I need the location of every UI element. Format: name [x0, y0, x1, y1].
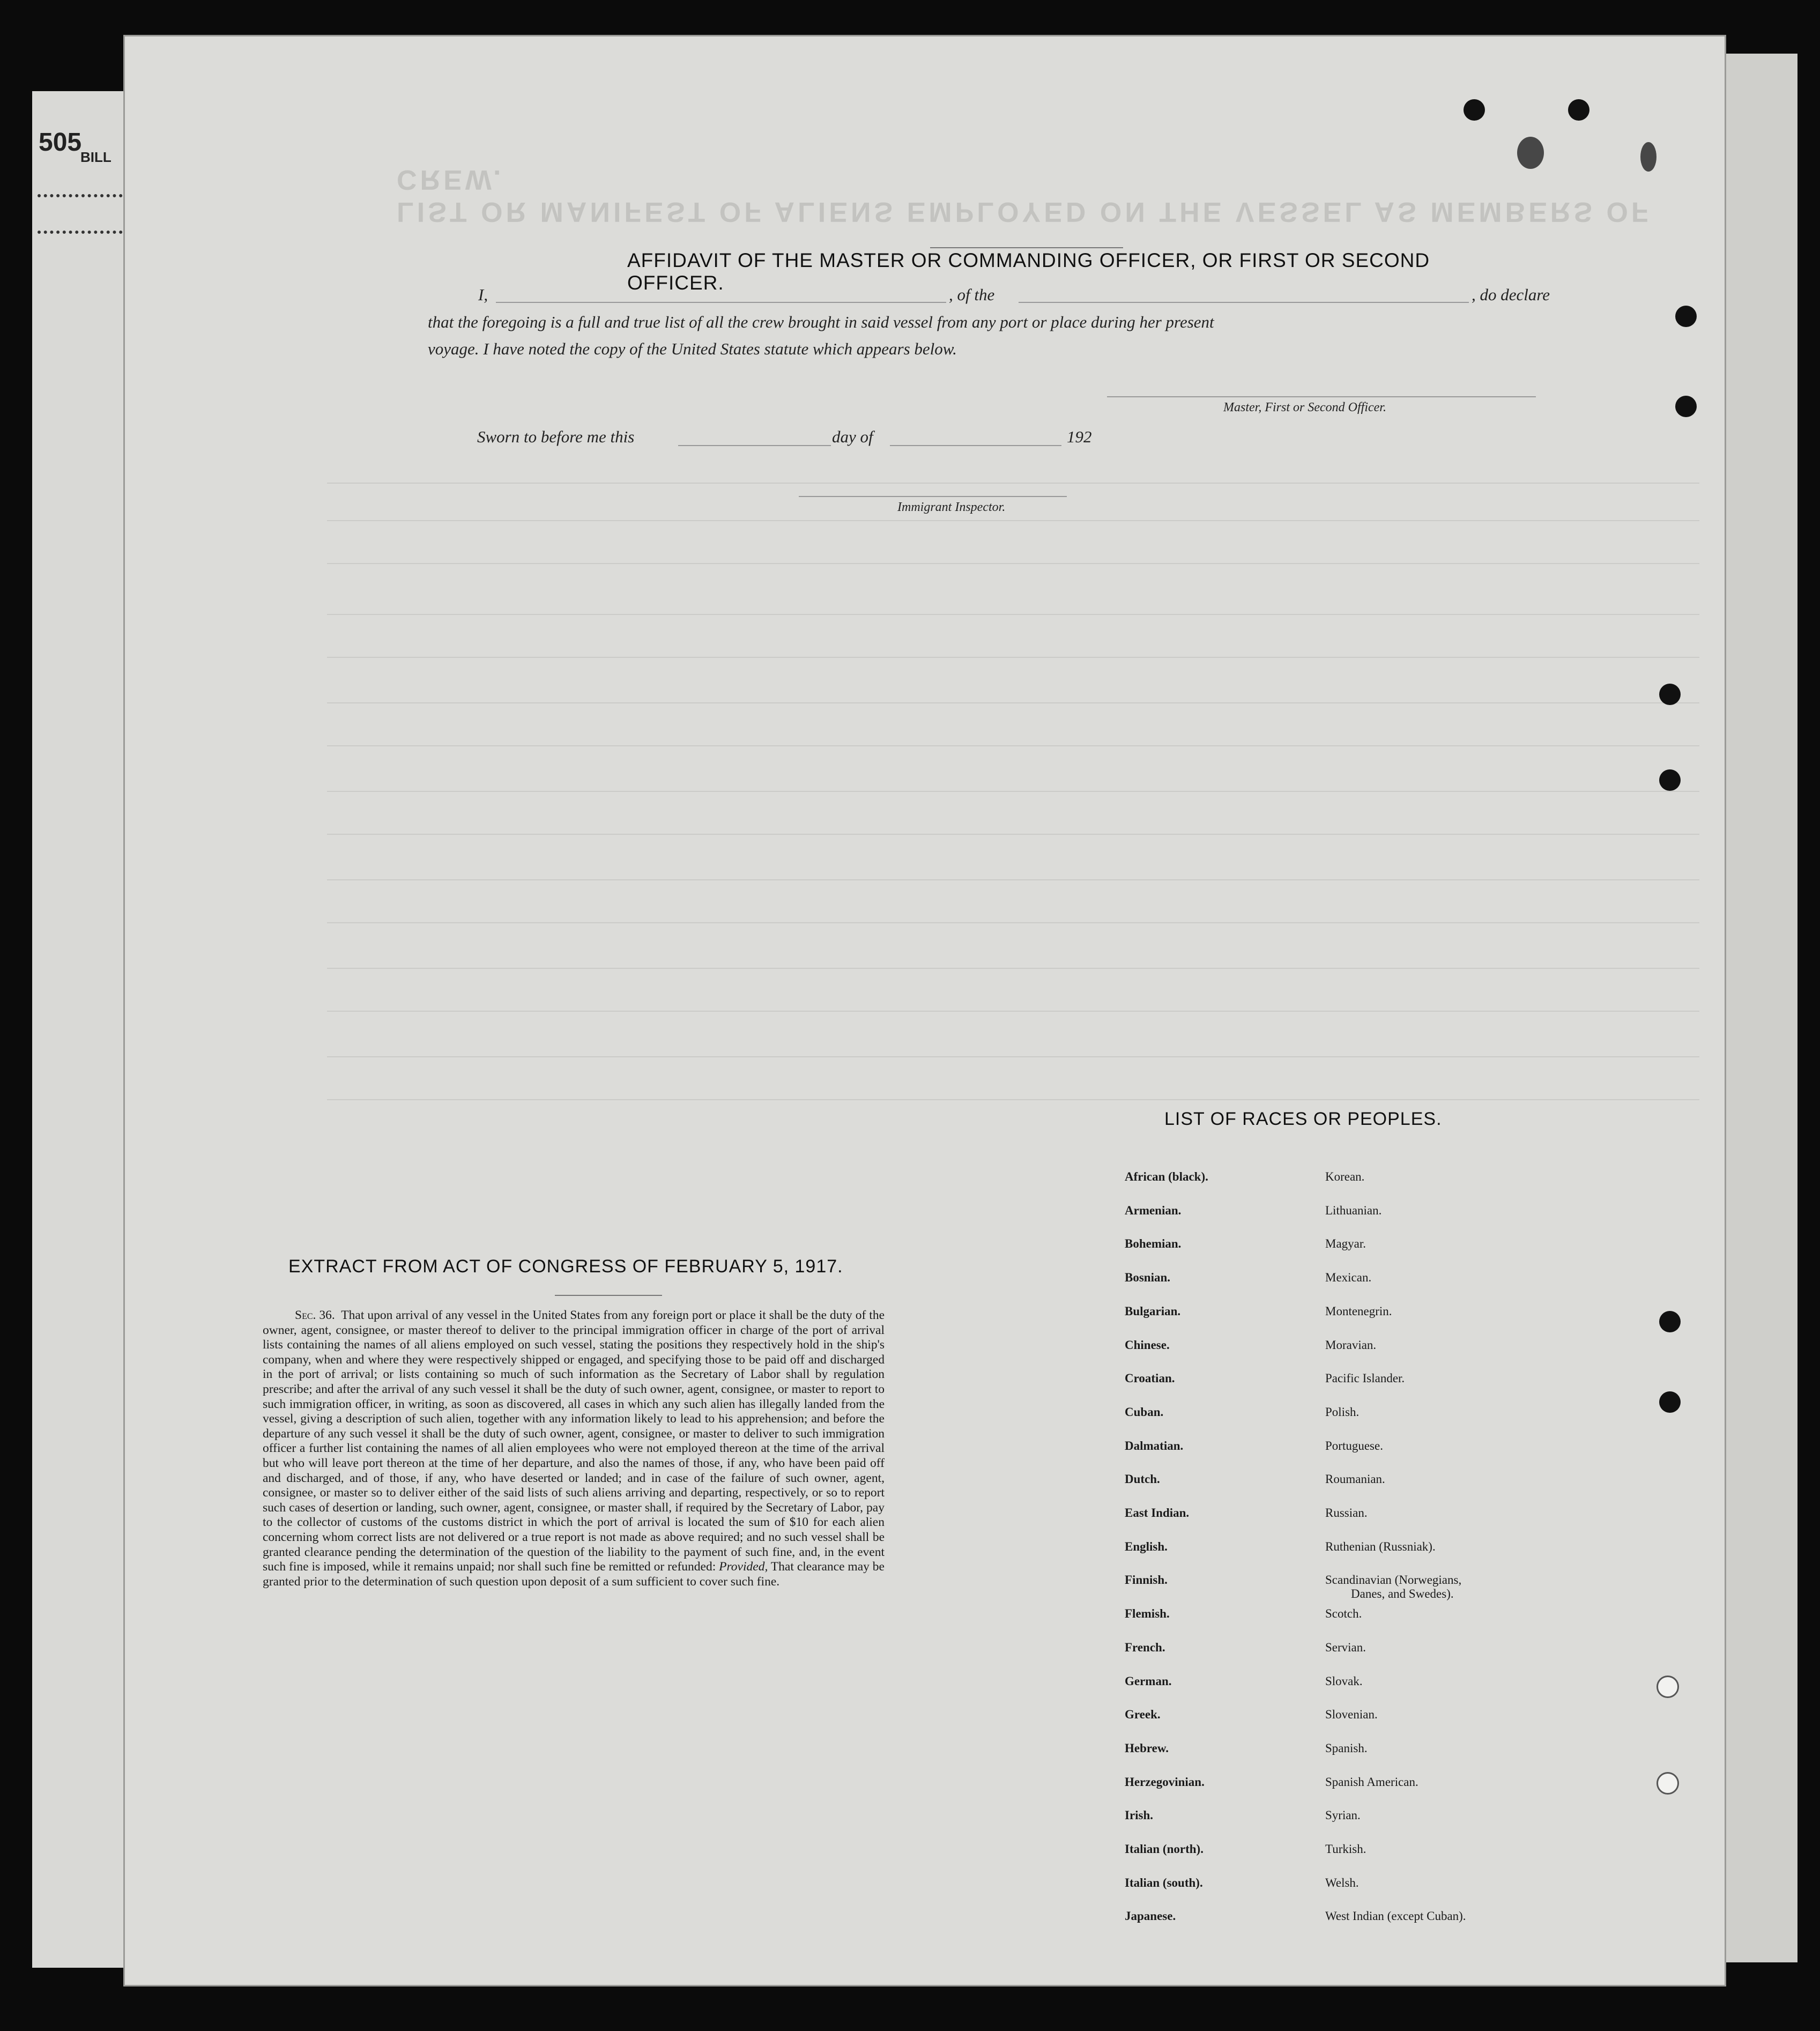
race-item: English.: [1125, 1540, 1168, 1553]
faint-row-line: [327, 614, 1699, 615]
race-item: Slovak.: [1325, 1674, 1363, 1688]
section-label: Sec. 36.: [295, 1308, 335, 1322]
binder-hole-open: [1656, 1676, 1679, 1698]
race-item: Montenegrin.: [1325, 1304, 1392, 1318]
stub-number: 505: [39, 128, 82, 157]
race-item: Irish.: [1125, 1808, 1154, 1822]
race-item: Scandinavian (Norwegians,: [1325, 1573, 1462, 1587]
binder-hole: [1464, 99, 1485, 121]
races-title: LIST OF RACES OR PEOPLES.: [1164, 1109, 1442, 1129]
faint-row-line: [327, 483, 1699, 484]
faint-row-line: [327, 520, 1699, 521]
inspector-signature-blank[interactable]: [799, 496, 1067, 497]
race-item: Roumanian.: [1325, 1472, 1385, 1486]
faint-row-line: [327, 1011, 1699, 1012]
race-item: Syrian.: [1325, 1808, 1361, 1822]
sworn-day-blank[interactable]: [678, 445, 831, 446]
race-item: Korean.: [1325, 1170, 1365, 1183]
master-label: Master, First or Second Officer.: [1223, 401, 1386, 414]
vessel-blank[interactable]: [1019, 302, 1469, 303]
race-item: Bulgarian.: [1125, 1304, 1181, 1318]
race-item: Finnish.: [1125, 1573, 1168, 1587]
race-item: Servian.: [1325, 1641, 1366, 1654]
affidavit-i-label: I,: [478, 285, 488, 304]
proviso-label: Provided,: [719, 1560, 768, 1574]
race-item: Greek.: [1125, 1708, 1161, 1721]
affidavit-title: AFFIDAVIT OF THE MASTER OR COMMANDING OFFICER, OR FIRST OR SECOND OFFICER.: [627, 249, 1430, 294]
race-item: Slovenian.: [1325, 1708, 1378, 1721]
section-text: That upon arrival of any vessel in the United States from any foreign port or place it shall be the duty of the owner, agent, consignee, or master thereof to deliver to the principal immigration officer in charge of the port of arrival lists containing the names of all aliens employed on such vessel, stating the positions they respectively hold in the ship's company, when and where they were respectively shipped or engaged, and specifying those to be paid off and discharged in the port of arrival; or lists containing so much of such information as the Secretary of Labor shall by regulation prescribe; and after the arrival of any such vessel it shall be the duty of such owner, agent, consignee, or master to report to such immigration officer, in writing, as soon as discovered, all cases in which any such alien has illegally landed from the vessel, giving a description of such alien, together with any information likely to lead to his apprehension; and before the departure of any such vessel it shall be the duty of such owner, agent, consignee, or master to deliver to such immigration officer a further list containing the names of all alien employees who were not employed thereon at the time of the arrival but who will leave port thereon at the time of her departure, and also the names of those, if any, who have been paid off and discharged, and of those, if any, who have deserted or landed; and in case of the failure of such owner, agent, consignee, or master so to deliver either of the said lists of such aliens arriving and departing, respectively, or so to report such cases of desertion or landing, such owner, agent, consignee, or master shall, if required by the Secretary of Labor, pay to the collector of customs of the customs district in which the port of arrival is located the sum of $10 for each alien concerning whom correct lists are not delivered or a true report is not made as above required; and no such vessel shall be granted clearance pending the determination of the question of the liability to the payment of such fine, and, in the event such fine is imposed, while it remains unpaid; nor shall such fine be remitted or refunded:: [263, 1308, 885, 1574]
extract-title-rule: [555, 1295, 662, 1296]
day-of-label: day of: [832, 427, 873, 446]
race-item: Chinese.: [1125, 1338, 1170, 1352]
race-item: Polish.: [1325, 1405, 1360, 1419]
race-item: East Indian.: [1125, 1506, 1190, 1519]
faint-row-line: [327, 702, 1699, 703]
race-item: Italian (north).: [1125, 1842, 1204, 1856]
extract-title: EXTRACT FROM ACT OF CONGRESS OF FEBRUARY 5, 1917.: [288, 1256, 843, 1277]
race-item: Herzegovinian.: [1125, 1775, 1205, 1789]
faint-row-line: [327, 791, 1699, 792]
binder-hole: [1659, 1391, 1681, 1413]
race-item: Scotch.: [1325, 1607, 1362, 1620]
name-blank[interactable]: [496, 302, 946, 303]
affidavit-of-the-label: , of the: [949, 285, 995, 304]
race-item: Italian (south).: [1125, 1876, 1203, 1889]
race-item: Croatian.: [1125, 1372, 1175, 1385]
faint-row-line: [327, 563, 1699, 564]
race-item: Bosnian.: [1125, 1271, 1171, 1284]
stub-dotted-rule: [38, 194, 129, 197]
race-item: Bohemian.: [1125, 1237, 1182, 1250]
race-item: Hebrew.: [1125, 1741, 1169, 1755]
stub-dotted-rule: [38, 231, 129, 234]
binder-hole: [1675, 306, 1697, 327]
affidavit-do-declare-label: , do declare: [1472, 285, 1550, 304]
race-item: Danes, and Swedes).: [1351, 1587, 1454, 1600]
inspector-label: Immigrant Inspector.: [897, 500, 1006, 514]
sworn-label: Sworn to before me this: [477, 427, 635, 446]
binder-hole: [1675, 396, 1697, 417]
faint-row-line: [327, 834, 1699, 835]
faint-row-line: [327, 1056, 1699, 1057]
stub-label: BILL: [80, 149, 112, 165]
binder-hole: [1659, 684, 1681, 705]
faint-row-line: [327, 657, 1699, 658]
manifest-sheet: [123, 35, 1726, 1986]
master-signature-blank[interactable]: [1107, 396, 1536, 397]
extract-body: [263, 1308, 885, 1589]
ink-blot: [1517, 137, 1544, 169]
race-item: Spanish American.: [1325, 1775, 1418, 1789]
race-item: African (black).: [1125, 1170, 1208, 1183]
race-item: Ruthenian (Russniak).: [1325, 1540, 1436, 1553]
race-item: Spanish.: [1325, 1741, 1368, 1755]
sworn-month-blank[interactable]: [890, 445, 1061, 446]
race-item: Flemish.: [1125, 1607, 1170, 1620]
faint-row-line: [327, 922, 1699, 923]
race-item: Lithuanian.: [1325, 1204, 1382, 1217]
race-item: Welsh.: [1325, 1876, 1359, 1889]
race-item: Dutch.: [1125, 1472, 1160, 1486]
race-item: German.: [1125, 1674, 1172, 1688]
faint-row-line: [327, 745, 1699, 746]
background-sheet-left: [32, 91, 136, 1968]
faint-row-line: [327, 1099, 1699, 1100]
race-item: Cuban.: [1125, 1405, 1164, 1419]
race-item: Dalmatian.: [1125, 1439, 1184, 1452]
faint-row-line: [327, 968, 1699, 969]
faint-row-line: [327, 879, 1699, 880]
binder-hole: [1568, 99, 1589, 121]
race-item: Mexican.: [1325, 1271, 1372, 1284]
affidavit-line-3: voyage. I have noted the copy of the United States statute which appears below.: [428, 339, 957, 358]
race-item: Pacific Islander.: [1325, 1372, 1405, 1385]
race-item: Magyar.: [1325, 1237, 1366, 1250]
race-item: Turkish.: [1325, 1842, 1366, 1856]
race-item: Armenian.: [1125, 1204, 1182, 1217]
ink-blot: [1640, 142, 1656, 172]
title-rule: [930, 247, 1123, 248]
race-item: Russian.: [1325, 1506, 1368, 1519]
binder-hole: [1659, 769, 1681, 791]
affidavit-line-2: that the foregoing is a full and true list of all the crew brought in said vessel from any port or place during her present: [428, 313, 1214, 331]
race-item: Moravian.: [1325, 1338, 1377, 1352]
race-item: Portuguese.: [1325, 1439, 1383, 1452]
proviso-text: That clearance may be granted prior to the determination of such question upon deposit of a sum sufficient to cover such fine.: [263, 1560, 885, 1589]
year-label: 192: [1067, 427, 1092, 446]
binder-hole-open: [1656, 1772, 1679, 1795]
show-through-text: LIST OR MANIFEST OF ALIENS EMPLOYED ON THE VESSEL AS MEMBERS OF CREW.: [397, 164, 1652, 227]
race-item: West Indian (except Cuban).: [1325, 1909, 1466, 1923]
race-item: French.: [1125, 1641, 1165, 1654]
race-item: Japanese.: [1125, 1909, 1176, 1923]
binder-hole: [1659, 1311, 1681, 1332]
